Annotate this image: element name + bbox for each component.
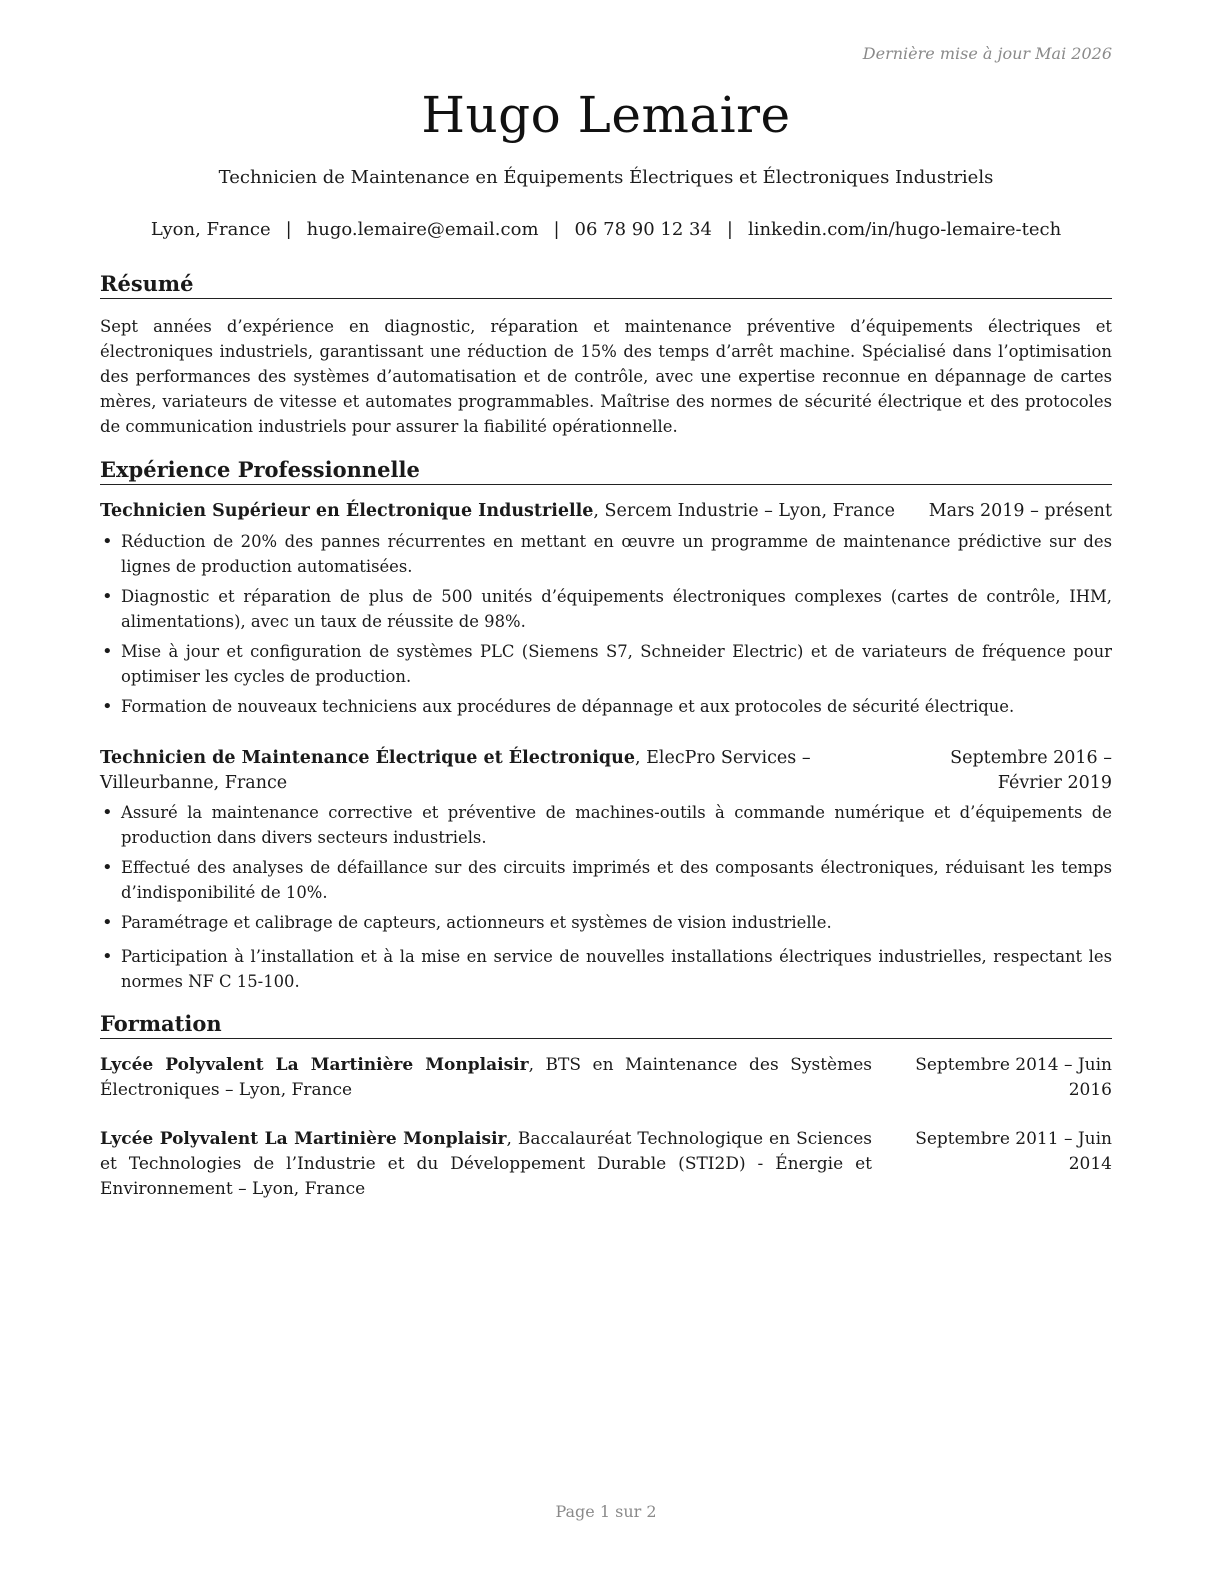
last-updated: Dernière mise à jour Mai 2026: [862, 44, 1112, 63]
list-item: • Participation à l’installation et à la mise en service de nouvelles installations électriques industrielles, respectant les normes NF C 15-100.: [100, 944, 1112, 994]
job-title: Technicien de Maintenance en Équipements Électriques et Électroniques Industriels: [218, 167, 994, 188]
contact-linkedin[interactable]: linkedin.com/in/hugo-lemaire-tech: [747, 219, 1062, 240]
contact-phone[interactable]: 06 78 90 12 34: [574, 219, 712, 240]
education-dates: Septembre 2011 – Juin 2014: [915, 1129, 1112, 1174]
summary-heading: Résumé: [100, 271, 1112, 299]
list-item: • Diagnostic et réparation de plus de 500 unités d’équipements électroniques complexes (cartes de contrôle, IHM, alimentations), avec un taux de réussite de 98%.: [100, 584, 1112, 634]
contact-line: [100, 219, 1112, 240]
education-detail: , BTS en Maintenance des Systèmes Électroniques – Lyon, France: [100, 1055, 872, 1100]
education-school-detail: [100, 1053, 872, 1103]
summary-text: Sept années d’expérience en diagnostic, réparation et maintenance préventive d’équipements électriques et électroniques industriels, garantissant une réduction de 15% des temps d’arrêt machine. Spécialisé dans l’optimisation des performances des systèmes d’automatisation et de contrôle, avec une expertise reconnue en dépannage de cartes mères, variateurs de vitesse et automates programmables. Maîtrise des normes de sécurité électrique et des protocoles de communication industriels pour assurer la fiabilité opérationnelle.: [100, 317, 1112, 436]
contact-email[interactable]: hugo.lemaire@email.com: [306, 219, 539, 240]
education-dates: Septembre 2014 – Juin 2016: [915, 1055, 1112, 1100]
list-item: • Effectué des analyses de défaillance sur des circuits imprimés et des composants électroniques, réduisant les temps d’indisponibilité de 10%.: [100, 855, 1112, 905]
candidate-name: Hugo Lemaire: [421, 86, 791, 144]
job-company: , ElecPro Services – Villeurbanne, France: [100, 748, 811, 793]
job-role: Technicien de Maintenance Électrique et Électronique: [100, 748, 636, 768]
experience-heading: Expérience Professionnelle: [100, 457, 1112, 485]
education-school-detail: [100, 1127, 872, 1202]
contact-location: Lyon, France: [150, 219, 271, 240]
list-item: • Formation de nouveaux techniciens aux procédures de dépannage et aux protocoles de sécurité électrique.: [100, 694, 1112, 719]
education-school: Lycée Polyvalent La Martinière Monplaisir: [100, 1129, 507, 1149]
job-title-company: [100, 499, 895, 524]
education-entry: [100, 1127, 1112, 1202]
job-bullets: [100, 529, 1112, 719]
job-role: Technicien Supérieur en Électronique Industrielle: [100, 501, 594, 521]
contact-separator: |: [726, 219, 733, 240]
list-item: • Mise à jour et configuration de systèmes PLC (Siemens S7, Schneider Electric) et de variateurs de fréquence pour optimiser les cycles de production.: [100, 639, 1112, 689]
job-title-company: [100, 746, 875, 796]
education-detail: , Baccalauréat Technologique en Sciences et Technologies de l’Industrie et du Développement Durable (STI2D) - Énergie et Environnement – Lyon, France: [100, 1129, 873, 1199]
job-header: [100, 746, 1112, 796]
job-dates: Septembre 2016 – Février 2019: [950, 748, 1112, 793]
education-entry: [100, 1053, 1112, 1103]
page-number: Page 1 sur 2: [555, 1502, 657, 1521]
list-item: • Assuré la maintenance corrective et préventive de machines-outils à commande numérique et d’équipements de production dans divers secteurs industriels.: [100, 800, 1112, 850]
education-school: Lycée Polyvalent La Martinière Monplaisir: [100, 1055, 529, 1075]
job-bullets: [100, 800, 1112, 994]
education-heading: Formation: [100, 1011, 1112, 1039]
list-item: • Réduction de 20% des pannes récurrentes en mettant en œuvre un programme de maintenance prédictive sur des lignes de production automatisées.: [100, 529, 1112, 579]
contact-separator: |: [553, 219, 560, 240]
contact-separator: |: [285, 219, 292, 240]
job-dates: Mars 2019 – présent: [928, 501, 1112, 521]
job-company: , Sercem Industrie – Lyon, France: [593, 501, 895, 521]
list-item: • Paramétrage et calibrage de capteurs, actionneurs et systèmes de vision industrielle.: [100, 910, 1112, 935]
resume-page: [100, 0, 1112, 1584]
